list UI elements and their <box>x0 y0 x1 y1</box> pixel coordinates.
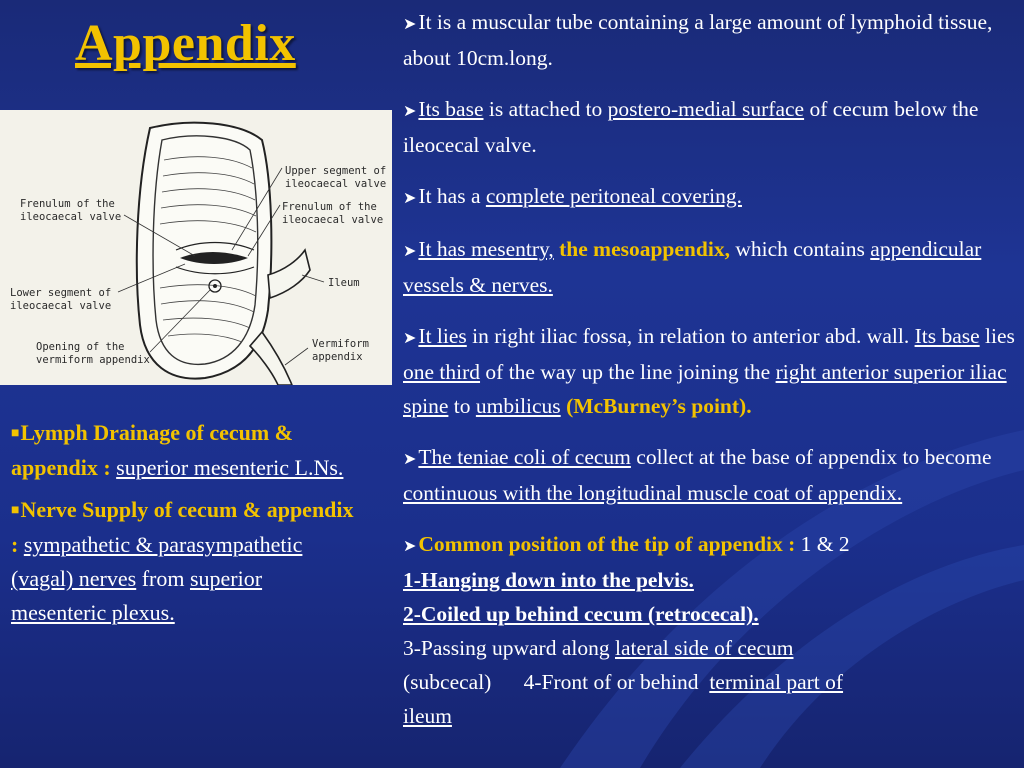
label-vermiform-2: appendix <box>312 351 363 363</box>
point-4-d: appendicular vessels & nerves. <box>403 237 982 297</box>
label-lower-segment: Lower segment of <box>10 287 112 299</box>
label-frenulum-right: Frenulum of the <box>282 201 377 213</box>
point-7-d: 2-Coiled up behind cecum (retrocecal). <box>403 602 759 626</box>
point-7-a: Common position of the tip of appendix : <box>418 532 796 556</box>
label-vermiform: Vermiform <box>312 338 369 350</box>
arrow-bullet-icon: ➤ <box>403 14 417 33</box>
arrow-bullet-icon: ➤ <box>403 188 417 207</box>
label-frenulum-left: Frenulum of the <box>20 198 115 210</box>
point-5-a: It lies <box>418 324 467 348</box>
point-5-f: of the way up the line joining the <box>485 360 771 384</box>
point-5-j: (McBurney’s point). <box>566 394 752 418</box>
arrow-bullet-icon: ➤ <box>403 328 417 347</box>
appendix-diagram <box>0 110 392 385</box>
label-frenulum-right-2: ileocaecal valve <box>282 214 384 226</box>
point-7-i: terminal part of <box>709 670 844 694</box>
point-7-b: 1 & 2 <box>800 532 850 556</box>
point-6-a: The teniae coli of cecum <box>418 445 631 469</box>
right-column <box>403 5 1015 733</box>
point-7-j: ileum <box>403 704 452 728</box>
point-5-i: umbilicus <box>475 394 561 418</box>
point-6 <box>403 440 1015 510</box>
arrow-bullet-icon: ➤ <box>403 449 417 468</box>
point-4 <box>403 232 1015 302</box>
arrow-bullet-icon: ➤ <box>403 101 417 120</box>
point-3-a: It has a <box>418 184 481 208</box>
label-opening: Opening of the <box>36 341 125 353</box>
point-1 <box>403 5 1015 75</box>
point-4-c: which contains <box>735 237 865 261</box>
point-6-b: collect at the base of appendix to become <box>636 445 992 469</box>
point-5 <box>403 319 1015 423</box>
label-ileum: Ileum <box>328 277 360 289</box>
point-3 <box>403 179 1015 215</box>
point-2-d: of cecum below the ileocecal valve. <box>403 97 979 157</box>
point-5-e: one third <box>403 360 481 384</box>
arrow-bullet-icon: ➤ <box>403 241 417 260</box>
point-1-text: It is a muscular tube containing a large amount of lymphoid tissue, about 10cm.long. <box>403 10 993 70</box>
point-5-c: Its base <box>914 324 980 348</box>
point-7-c: 1-Hanging down into the pelvis. <box>403 568 694 592</box>
arrow-bullet-icon: ➤ <box>403 536 417 555</box>
point-7 <box>403 527 1015 733</box>
point-2-a: Its base <box>418 97 484 121</box>
point-4-b: the mesoappendix, <box>559 237 730 261</box>
point-2-b: is attached to <box>488 97 603 121</box>
point-6-c: continuous with the longitudinal muscle coat of appendix. <box>403 481 903 505</box>
lymph-value: superior mesenteric L.Ns. <box>116 455 344 480</box>
point-2-c: postero-medial surface <box>607 97 805 121</box>
point-7-h: 4-Front of or behind <box>523 670 699 694</box>
label-upper-segment: Upper segment of <box>285 165 387 177</box>
point-4-a: It has mesentry, <box>418 237 554 261</box>
point-5-h: to <box>453 394 471 418</box>
lymph-label: Lymph Drainage of cecum & appendix : <box>11 420 293 480</box>
point-2 <box>403 92 1015 162</box>
lymph-drainage-note <box>11 416 356 485</box>
point-5-d: lies <box>985 324 1015 348</box>
nerve-value-2: superior mesenteric plexus. <box>11 566 263 625</box>
page-title: Appendix <box>75 15 296 72</box>
label-lower-segment-2: ileocaecal valve <box>10 300 112 312</box>
point-5-b: in right iliac fossa, in relation to anterior abd. wall. <box>472 324 910 348</box>
label-opening-2: vermiform appendix <box>36 354 150 366</box>
nerve-supply-note <box>11 493 356 630</box>
point-5-g: right anterior superior iliac spine <box>403 360 1007 418</box>
point-3-b: complete peritoneal covering. <box>485 184 742 208</box>
nerve-from: from <box>141 566 185 591</box>
nerve-label: Nerve Supply of cecum & appendix : <box>11 497 354 557</box>
point-7-e: 3-Passing upward along <box>403 636 610 660</box>
nerve-value-1: sympathetic & parasympathetic (vagal) nerves <box>11 532 303 591</box>
label-upper-segment-2: ileocaecal valve <box>285 178 387 190</box>
point-7-f: lateral side of cecum <box>615 636 794 660</box>
label-frenulum-left-2: ileocaecal valve <box>20 211 122 223</box>
square-bullet-icon: ■ <box>11 503 20 518</box>
square-bullet-icon: ■ <box>11 426 20 441</box>
point-7-g: (subcecal) <box>403 670 492 694</box>
left-notes <box>11 416 356 638</box>
